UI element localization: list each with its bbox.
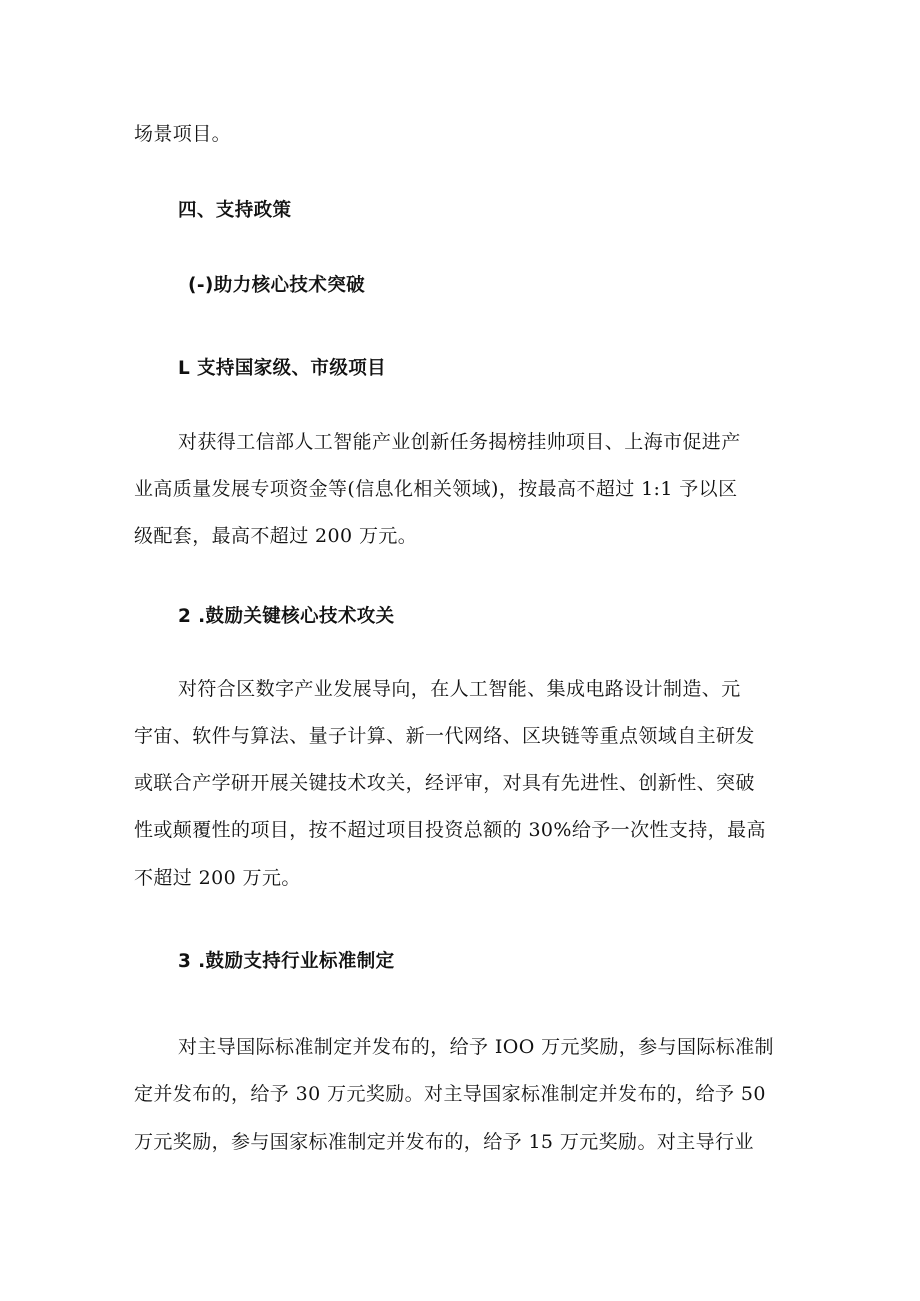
section-heading: 四、支持政策: [178, 200, 292, 221]
paragraph-line: 万元奖励，参与国家标准制定并发布的，给予 15 万元奖励。对主导行业: [134, 1131, 754, 1153]
continuation-text: 场景项目。: [134, 123, 232, 145]
paragraph-line: 对主导国际标准制定并发布的，给予 IOO 万元奖励，参与国际标准制: [178, 1036, 774, 1058]
subsection-heading: (-)助力核心技术突破: [188, 275, 365, 296]
item-heading: L 支持国家级、市级项目: [178, 358, 387, 379]
paragraph-line: 性或颠覆性的项目，按不超过项目投资总额的 30%给予一次性支持，最高: [134, 819, 766, 841]
item-heading: 3 .鼓励支持行业标准制定: [178, 951, 395, 972]
paragraph-line: 宇宙、软件与算法、量子计算、新一代网络、区块链等重点领域自主研发: [134, 725, 755, 747]
paragraph-line: 级配套，最高不超过 200 万元。: [134, 525, 418, 547]
paragraph-line: 或联合产学研开展关键技术攻关，经评审，对具有先进性、创新性、突破: [134, 772, 755, 794]
paragraph-line: 业高质量发展专项资金等(信息化相关领域)，按最高不超过 1:1 予以区: [134, 478, 738, 500]
item-heading: 2 .鼓励关键核心技术攻关: [178, 606, 395, 627]
paragraph-line: 对符合区数字产业发展导向，在人工智能、集成电路设计制造、元: [178, 678, 741, 700]
paragraph-line: 不超过 200 万元。: [134, 867, 301, 889]
paragraph-line: 对获得工信部人工智能产业创新任务揭榜挂帅项目、上海市促进产: [178, 431, 741, 453]
paragraph-line: 定并发布的，给予 30 万元奖励。对主导国家标准制定并发布的，给予 50: [134, 1083, 766, 1105]
